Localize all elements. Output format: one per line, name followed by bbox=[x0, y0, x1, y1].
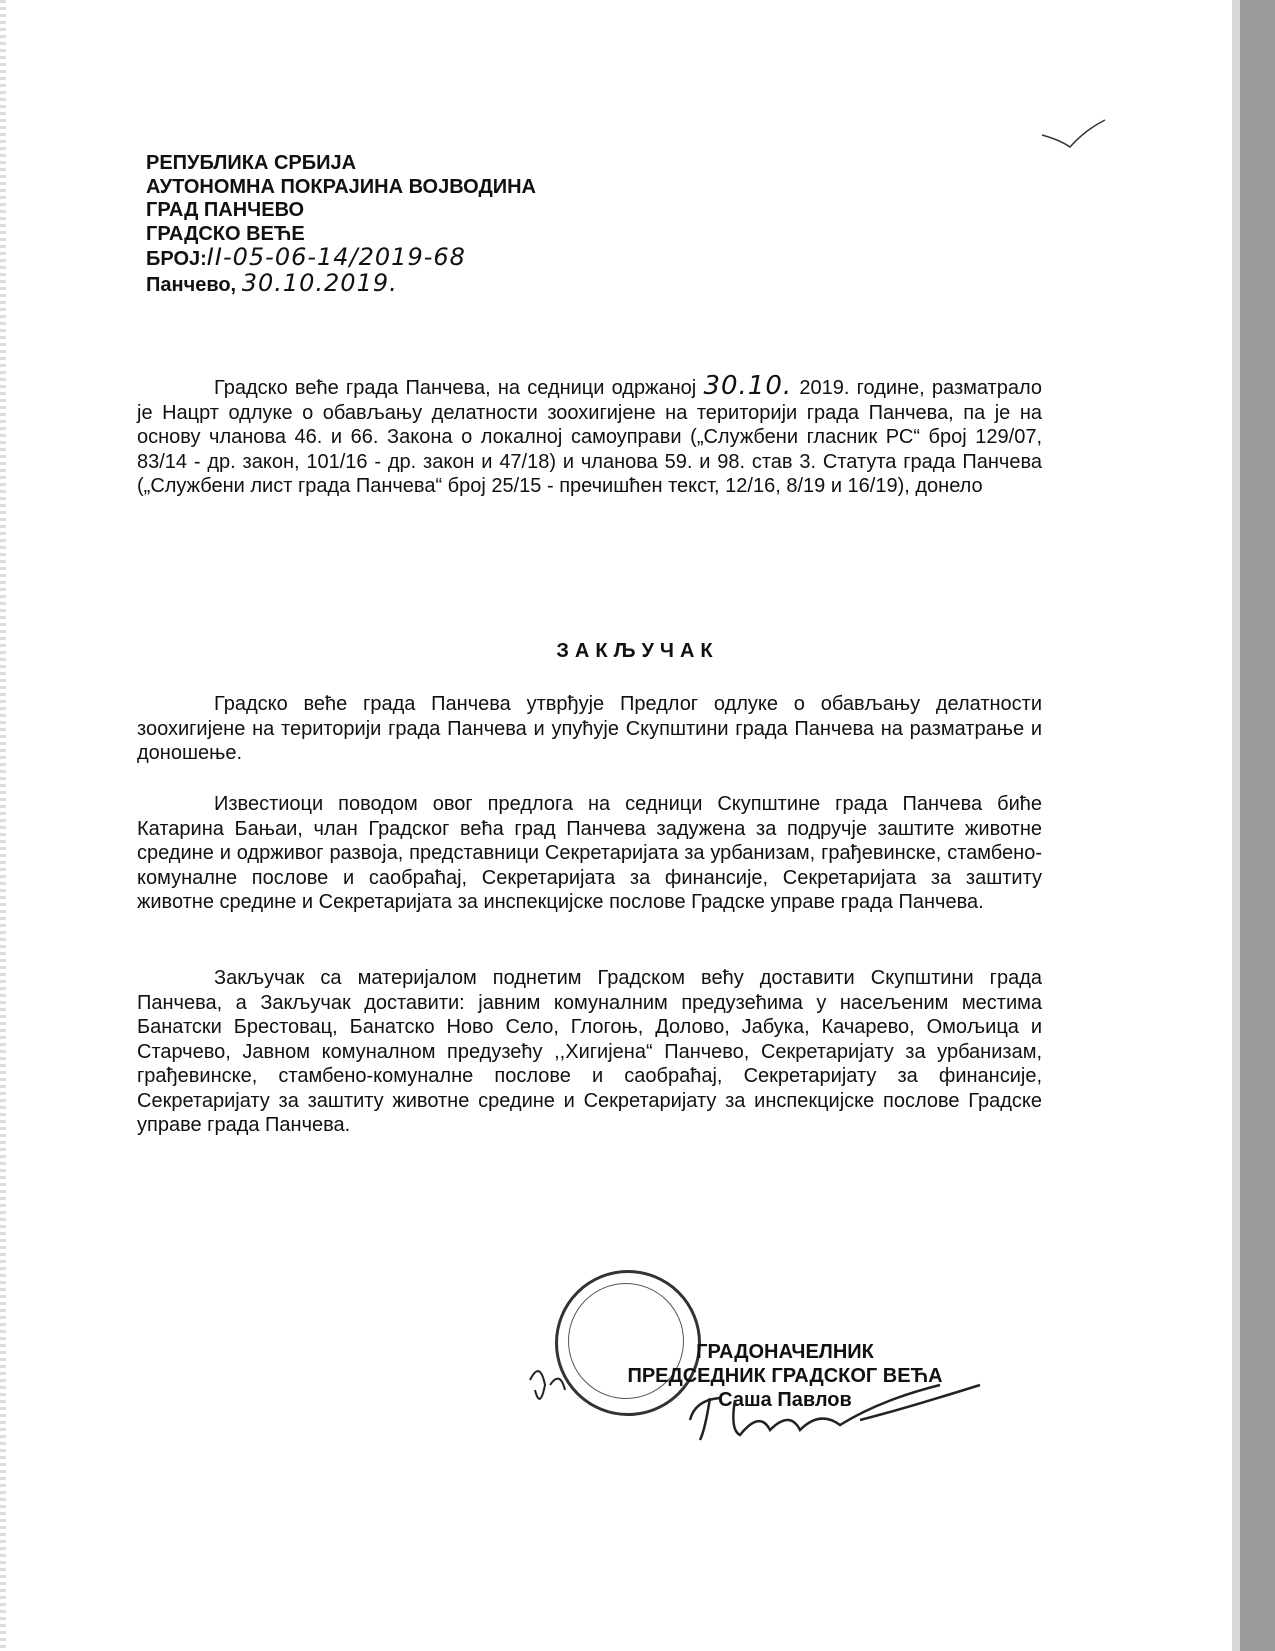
handwritten-number: II-05-06-14/2019-68 bbox=[206, 243, 466, 271]
header-line: ГРАДСКО ВЕЋЕ bbox=[146, 222, 305, 245]
check-mark bbox=[1040, 115, 1110, 155]
signatory-title: ПРЕДСЕДНИК ГРАДСКОГ ВЕЋА bbox=[627, 1365, 943, 1387]
scan-edge-right bbox=[1240, 0, 1275, 1651]
body-paragraph: Закључак са материјалом поднетим Градском већу доставити Скупштини града Панчева, а Закључак доставити: јавним комуналним предузећима у насељеним местима Банатски Брестовац, Банатско Ново Село, Глогоњ, Долово, Јабука, Качарево, Омољица и Старчево, Јавном комуналном предузећу ,,Хигијена“ Панчево, Секретаријату за урбанизам, грађевинске, стамбено-комуналне послове и саобраћај, Секретаријату за финансије, Секретаријату за заштиту животне средине и Секретаријату за инспекцијске послове Градске управе града Панчева. bbox=[137, 967, 1042, 1136]
body-paragraph: Известиоци поводом овог предлога на седници Скупштине града Панчева биће Катарина Бањаи, члан Градског већа град Панчева задужена за подручје заштите животне средине и одрживог развоја, представници Секретаријата за урбанизам, грађевинске, стамбено-комуналне послове и саобраћај, Секретаријата за финансије, Секретаријата за заштиту животне средине и Секретаријата за инспекцијске послове Градске управе града Панчева. bbox=[137, 793, 1042, 913]
document-header bbox=[146, 152, 536, 297]
scan-edge-right-light bbox=[1232, 0, 1240, 1651]
signatory-name: Саша Павлов bbox=[718, 1389, 852, 1411]
handwritten-signature bbox=[520, 1340, 1000, 1460]
scan-edge-left bbox=[0, 0, 6, 1651]
intro-paragraph: Градско веће града Панчева, на седници одржаној 30.10. 2019. године, разматрало је Нацрт одлуке о обављању делатности зоохигијене на територији града Панчева, па је на основу чланова 46. и 66. Закона о локалној самоуправи („Службени гласник РС“ број 129/07, 83/14 - др. закон, 101/16 - др. закон и 47/18) и чланова 59. и 98. став 3. Статута града Панчева („Службени лист града Панчева“ број 25/15 - пречишћен текст, 12/16, 8/19 и 16/19), донело bbox=[137, 371, 1042, 497]
handwritten-date: 30.10.2019. bbox=[241, 268, 398, 297]
document-number: БРОЈ:II-05-06-14/2019-68 bbox=[146, 243, 466, 271]
handwritten-session-date: 30.10. bbox=[703, 371, 793, 401]
body-paragraph: Градско веће града Панчева утврђује Предлог одлуке о обављању делатности зоохигијене на територији града Панчева и упућује Скупштини града Панчева на разматрање и доношење. bbox=[137, 693, 1042, 764]
header-line: АУТОНОМНА ПОКРАЈИНА ВОЈВОДИНА bbox=[146, 175, 536, 198]
document-title: ЗАКЉУЧАК bbox=[556, 640, 719, 662]
header-line: ГРАД ПАНЧЕВО bbox=[146, 199, 305, 221]
place-date: Панчево, 30.10.2019. bbox=[146, 268, 398, 297]
header-line: РЕПУБЛИКА СРБИЈА bbox=[146, 152, 357, 174]
signatory-title: ГРАДОНАЧЕЛНИК bbox=[696, 1341, 874, 1363]
